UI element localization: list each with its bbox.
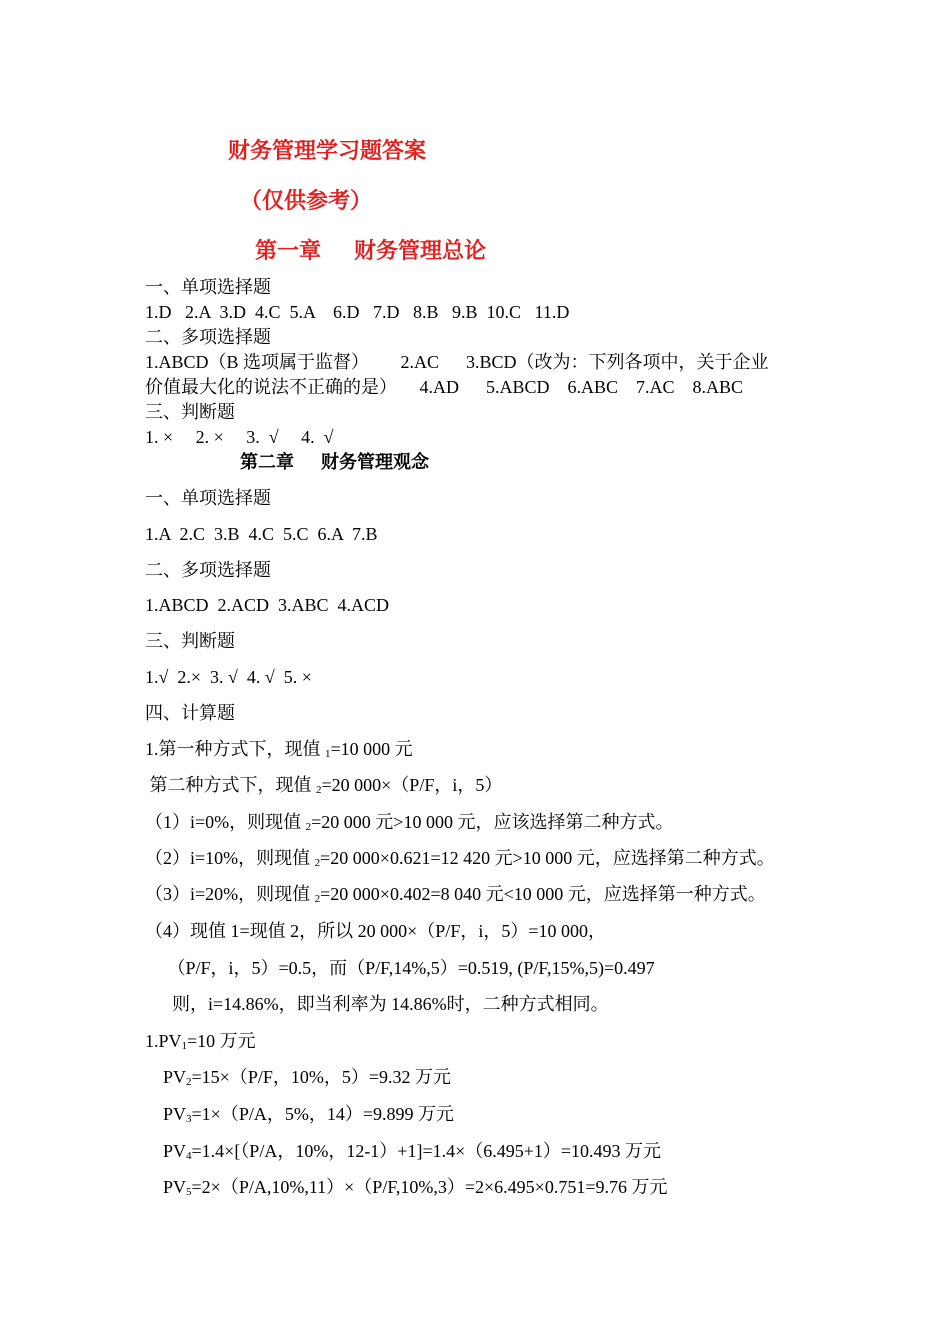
pv-line-2: $PV_2=15\times(P/F$，10%，5）=9.32 万元 [163, 1067, 451, 1088]
chapter2-title: 第二章 财务管理观念 [240, 452, 429, 472]
ch2-section-judge: 三、判断题 [145, 631, 235, 651]
ch1-section-judge: 三、判断题 [145, 402, 235, 422]
pv-line-5: $PV_5=2\times(P/A,10\%,11)\times(P/F,10\%,3)=2\times 6.495\times 0.751=9.76$ 万元 [163, 1177, 668, 1198]
pv-line-1: $1.PV_1=10$ 万元 [145, 1031, 256, 1052]
pv-line-4: $PV_4=1.4\times[(P/A$，10%，12-1）+1]=1.4×（6.495+1）=10.493 万元 [163, 1141, 662, 1162]
ch1-answers-multi-2: 价值最大化的说法不正确的是） 4.AD 5.ABCD 6.ABC 7.AC 8.ABC [145, 377, 744, 397]
chapter1-title: 第一章 财务管理总论 [255, 238, 487, 263]
pv-line-3: $PV_3=1\times(P/A$，5%，14）=9.899 万元 [163, 1104, 454, 1125]
calc1-line-7: （P/F，i，5）=0.5，而（P/F,14%,5）=0.519, (P/F,15%,5)=0.497 [145, 958, 655, 978]
ch1-answers-single: 1.D 2.A 3.D 4.C 5.A 6.D 7.D 8.B 9.B 10.C 11.D [145, 302, 570, 322]
ch2-answers-single: 1.A 2.C 3.B 4.C 5.C 6.A 7.B [145, 524, 378, 544]
doc-subtitle: （仅供参考） [240, 188, 373, 213]
ch2-section-calc: 四、计算题 [145, 703, 235, 723]
ch1-section-multi: 二、多项选择题 [145, 327, 271, 347]
ch2-section-multi: 二、多项选择题 [145, 560, 271, 580]
calc1-line-2: 第二种方式下，现值 $_2$=20 000×（P/F，i，5） [145, 775, 503, 796]
ch1-answers-judge: 1. × 2. × 3. √ 4. √ [145, 427, 334, 447]
ch2-answers-judge: 1.√ 2.× 3. √ 4. √ 5. × [145, 667, 312, 687]
calc1-line-4: （2）i=10%，则现值 $_2$=20 000×0.621=12 420 元>10 000 元，应选择第二种方式。 [145, 848, 775, 869]
calc1-line-3: （1）i=0%，则现值 $_2$=20 000 元>10 000 元，应该选择第二种方式。 [145, 812, 674, 833]
calc1-line-8: 则，i=14.86%，即当利率为 14.86%时，二种方式相同。 [145, 994, 609, 1014]
calc1-line-5: （3）i=20%，则现值 $_2$=20 000×0.402=8 040 元<10 000 元，应选择第一种方式。 [145, 884, 766, 905]
ch2-answers-multi: 1.ABCD 2.ACD 3.ABC 4.ACD [145, 595, 390, 615]
ch1-section-single: 一、单项选择题 [145, 277, 271, 297]
doc-title: 财务管理学习题答案 [228, 138, 427, 163]
ch1-answers-multi-1: 1.ABCD（B 选项属于监督） 2.AC 3.BCD（改为：下列各项中，关于企业 [145, 352, 769, 372]
calc1-line-1: 1.第一种方式下，现值 $_1$=10 000 元 [145, 739, 413, 760]
ch2-section-single: 一、单项选择题 [145, 488, 271, 508]
calc1-line-6: （4）现值 1=现值 2，所以 20 000×（P/F，i，5）=10 000， [145, 921, 606, 941]
